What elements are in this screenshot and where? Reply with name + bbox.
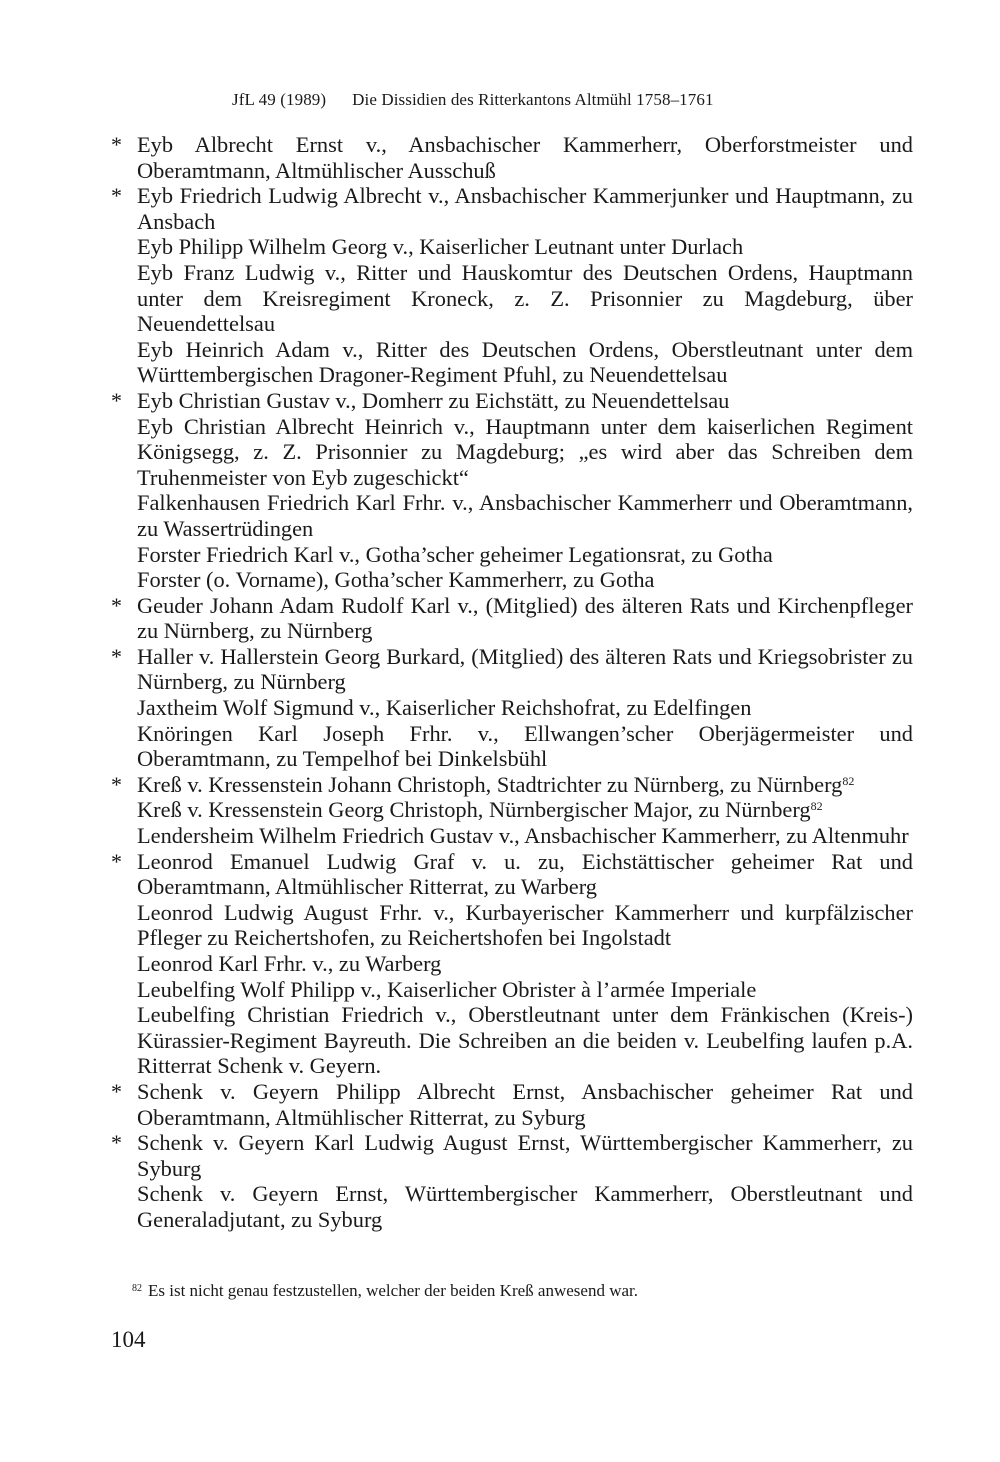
footnote-number: 82 (132, 1283, 142, 1294)
entry-text: Leonrod Karl Frhr. v., zu Warberg (137, 951, 442, 976)
asterisk-marker: * (111, 643, 122, 669)
list-item (137, 823, 913, 849)
list-item (111, 1078, 913, 1130)
asterisk-marker: * (111, 387, 122, 413)
asterisk-marker: * (111, 592, 122, 618)
list-item (111, 643, 913, 695)
list-item (137, 234, 913, 260)
journal-reference: JfL 49 (1989) (232, 90, 327, 109)
list-item (111, 387, 913, 414)
list-item (137, 797, 913, 823)
entry-text: Geuder Johann Adam Rudolf Karl v., (Mitglied) des älteren Rats und Kirchenpfleger zu Nürnberg, zu Nürnberg (137, 592, 913, 644)
list-item (137, 260, 913, 337)
page-number: 104 (111, 1327, 146, 1352)
list-item (137, 721, 913, 772)
entry-text: Eyb Friedrich Ludwig Albrecht v., Ansbachischer Kammerjunker und Hauptmann, zu Ansbach (137, 183, 913, 234)
entry-text: Eyb Albrecht Ernst v., Ansbachischer Kammerherr, Oberforstmeister und Oberamtmann, Altmühlischer Ausschuß (137, 132, 913, 183)
list-item (137, 1002, 913, 1079)
list-item (111, 1130, 913, 1181)
list-item (111, 592, 913, 644)
list-item (137, 695, 913, 721)
list-item (137, 414, 913, 491)
list-item (137, 567, 913, 593)
entry-text: Leonrod Ludwig August Frhr. v., Kurbayerischer Kammerherr und kurpfälzischer Pfleger zu Reichertshofen, zu Reichertshofen bei Ingolstadt (137, 899, 913, 951)
list-item (111, 183, 913, 234)
entry-text: Schenk v. Geyern Karl Ludwig August Ernst, Württembergischer Kammerherr, zu Syburg (137, 1130, 913, 1181)
list-item (137, 977, 913, 1003)
asterisk-marker: * (111, 1078, 122, 1104)
list-item (111, 848, 913, 900)
list-item (111, 771, 913, 798)
entry-text: Knöringen Karl Joseph Frhr. v., Ellwangen’scher Oberjägermeister und Oberamtmann, zu Tempelhof bei Dinkelsbühl (137, 720, 913, 772)
entry-text: Eyb Christian Albrecht Heinrich v., Hauptmann unter dem kaiserlichen Regiment Königsegg, z. Z. Prisonnier zu Magdeburg; „es wird aber das Schreiben dem Truhenmeister von Eyb zugeschickt“ (137, 413, 913, 490)
entry-text: Eyb Heinrich Adam v., Ritter des Deutschen Ordens, Oberstleutnant unter dem Württembergischen Dragoner-Regiment Pfuhl, zu Neuendettelsau (137, 336, 913, 388)
entry-text: Schenk v. Geyern Ernst, Württembergischer Kammerherr, Oberstleutnant und Generaladjutant, zu Syburg (137, 1181, 913, 1232)
list-item (137, 951, 913, 977)
entry-text: Eyb Christian Gustav v., Domherr zu Eichstätt, zu Neuendettelsau (137, 387, 730, 413)
entry-text: Haller v. Hallerstein Georg Burkard, (Mitglied) des älteren Rats und Kriegsobrister zu Nürnberg, zu Nürnberg (137, 643, 913, 695)
footnote-reference: 82 (842, 773, 855, 788)
footnote-text: Es ist nicht genau festzustellen, welcher der beiden Kreß anwesend war. (148, 1281, 638, 1300)
entry-text: Forster (o. Vorname), Gotha’scher Kammerherr, zu Gotha (137, 567, 655, 593)
running-head (232, 90, 714, 110)
list-item (137, 900, 913, 951)
entry-text: Forster Friedrich Karl v., Gotha’scher geheimer Legationsrat, zu Gotha (137, 541, 773, 567)
entry-text: Leonrod Emanuel Ludwig Graf v. u. zu, Eichstättischer geheimer Rat und Oberamtmann, Altmühlischer Ritterrat, zu Warberg (137, 848, 913, 900)
entry-text: Lendersheim Wilhelm Friedrich Gustav v., Ansbachischer Kammerherr, zu Altenmuhr (137, 823, 909, 849)
article-title: Die Dissidien des Ritterkantons Altmühl 1758–1761 (352, 90, 714, 109)
asterisk-marker: * (111, 1130, 122, 1156)
entry-text: Kreß v. Kressenstein Johann Christoph, Stadtrichter zu Nürnberg, zu Nürnberg (137, 771, 843, 797)
list-item (137, 490, 913, 541)
entry-text: Eyb Philipp Wilhelm Georg v., Kaiserlicher Leutnant unter Durlach (137, 234, 744, 260)
asterisk-marker: * (111, 771, 122, 797)
list-item (137, 1181, 913, 1232)
entry-text: Leubelfing Wolf Philipp v., Kaiserlicher Obrister à l’armée Imperiale (137, 976, 757, 1002)
asterisk-marker: * (111, 132, 122, 157)
entry-text: Jaxtheim Wolf Sigmund v., Kaiserlicher Reichshofrat, zu Edelfingen (137, 695, 752, 721)
entry-text: Falkenhausen Friedrich Karl Frhr. v., Ansbachischer Kammerherr und Oberamtmann, zu Wassertrüdingen (137, 490, 913, 541)
entry-list (111, 132, 913, 1233)
entry-text: Eyb Franz Ludwig v., Ritter und Hauskomtur des Deutschen Ordens, Hauptmann unter dem Kreisregiment Kroneck, z. Z. Prisonnier zu Magdeburg, über Neuendettelsau (137, 259, 913, 337)
asterisk-marker: * (111, 848, 122, 874)
entry-text: Kreß v. Kressenstein Georg Christoph, Nürnbergischer Major, zu Nürnberg (137, 797, 811, 823)
entry-text: Schenk v. Geyern Philipp Albrecht Ernst, Ansbachischer geheimer Rat und Oberamtmann, Altmühlischer Ritterrat, zu Syburg (137, 1078, 913, 1130)
list-item (111, 132, 913, 183)
footnote-reference: 82 (810, 799, 823, 814)
asterisk-marker: * (111, 183, 122, 209)
list-item (137, 337, 913, 388)
footnote (132, 1281, 912, 1301)
entry-text: Leubelfing Christian Friedrich v., Oberstleutnant unter dem Fränkischen (Kreis-) Kürassier-Regiment Bayreuth. Die Schreiben an die beiden v. Leubelfing laufen p.A. Ritterrat Schenk v. Geyern. (137, 1002, 913, 1079)
list-item (137, 542, 913, 568)
